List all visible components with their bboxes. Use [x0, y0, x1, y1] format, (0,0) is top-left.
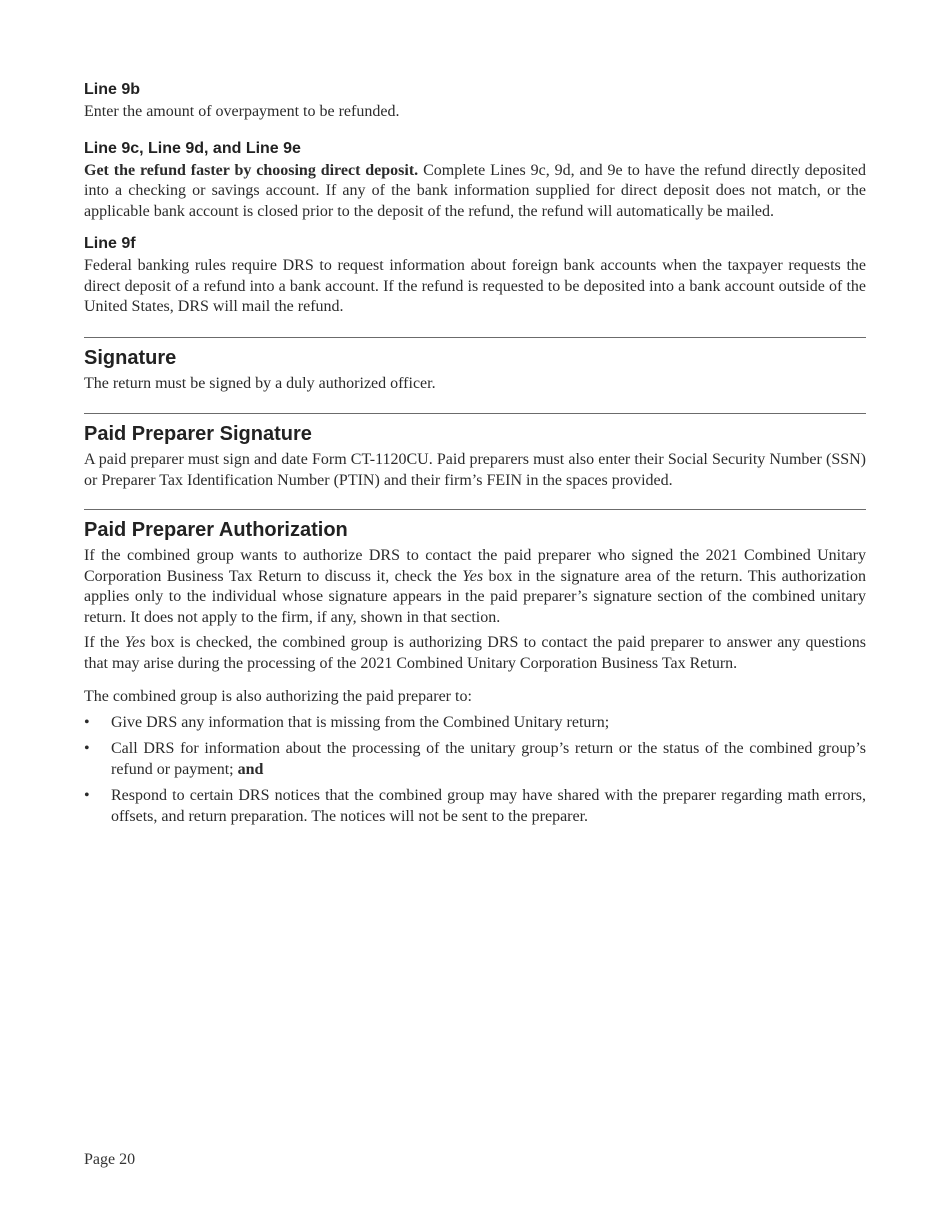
p1-text-a: If the combined group wants to authorize DRS to contact the paid preparer who signed the 2021 Combined Unitary Corporation Business Tax Return to discuss it, check the	[84, 547, 866, 585]
line-9cde-text	[84, 161, 866, 223]
authorization-paragraph-1	[84, 546, 866, 628]
divider	[84, 413, 866, 414]
line-9cde-heading: Line 9c, Line 9d, and Line 9e	[84, 139, 301, 157]
line-9f-heading: Line 9f	[84, 235, 136, 252]
divider	[84, 337, 866, 338]
bullet: •	[84, 713, 90, 731]
list-item-bold-tail: and	[237, 760, 264, 778]
preparer-authorization-heading: Paid Preparer Authorization	[84, 519, 348, 541]
line-9b-text: Enter the amount of overpayment to be refunded.	[84, 103, 400, 120]
p2-text-b: box is checked, the combined group is authorizing DRS to contact the paid preparer to answer any questions that may arise during the processing of the 2021 Combined Unitary Corporation Business Tax Return.	[84, 634, 866, 672]
bullet: •	[84, 740, 90, 757]
list-item-text: Give DRS any information that is missing from the Combined Unitary return;	[111, 713, 610, 731]
line-9f-text: Federal banking rules require DRS to request information about foreign bank accounts when the taxpayer requests the direct deposit of a refund into a bank account. If the refund is requested to be deposited into a bank account outside of the United States, DRS will mail the refund.	[84, 257, 866, 315]
line-9b-heading: Line 9b	[84, 81, 141, 98]
preparer-signature-text: A paid preparer must sign and date Form CT-1120CU. Paid preparers must also enter their Social Security Number (SSN) or Preparer Tax Identification Number (PTIN) and their firm’s FEIN in the spaces provided.	[84, 451, 866, 489]
signature-text: The return must be signed by a duly authorized officer.	[84, 374, 436, 392]
page-number: Page 20	[84, 1151, 136, 1168]
list-item	[84, 786, 866, 827]
signature-heading: Signature	[84, 346, 177, 369]
preparer-signature-heading: Paid Preparer Signature	[84, 423, 312, 445]
list-item-text: Call DRS for information about the processing of the unitary group’s return or the status of the combined group’s refund or payment;	[111, 740, 866, 778]
list-item	[84, 739, 866, 780]
authorization-list	[84, 713, 866, 828]
section-preparer-signature	[84, 422, 866, 491]
section-preparer-authorization	[84, 518, 866, 827]
divider	[84, 509, 866, 510]
section-line-9f	[84, 234, 866, 318]
p2-text-a: If the	[84, 634, 125, 651]
section-line-9b	[84, 80, 866, 123]
line-9cde-body: Complete Lines 9c, 9d, and 9e to have the refund directly deposited into a checking or savings account. If any of the bank information supplied for direct deposit does not match, or the applicable bank account is closed prior to the deposit of the refund, the refund will automatically be mailed.	[84, 161, 866, 220]
bullet: •	[84, 787, 90, 804]
direct-deposit-lead: Get the refund faster by choosing direct deposit.	[84, 161, 419, 179]
list-item-text: Respond to certain DRS notices that the combined group may have shared with the preparer regarding math errors, offsets, and return preparation. The notices will not be sent to the preparer.	[111, 787, 866, 825]
authorization-paragraph-3: The combined group is also authorizing the paid preparer to:	[84, 688, 472, 705]
document-page	[84, 80, 866, 827]
list-item	[84, 713, 866, 734]
p1-text-b: box in the signature area of the return. This authorization applies only to the individual whose signature appears in the paid preparer’s signature section of the combined unitary return. It does not apply to the firm, if any, shown in that section.	[84, 567, 866, 626]
p1-yes-italic: Yes	[462, 567, 484, 585]
section-signature	[84, 346, 866, 395]
p2-yes-italic: Yes	[124, 634, 146, 651]
authorization-paragraph-2	[84, 633, 866, 674]
section-line-9cde	[84, 139, 866, 223]
